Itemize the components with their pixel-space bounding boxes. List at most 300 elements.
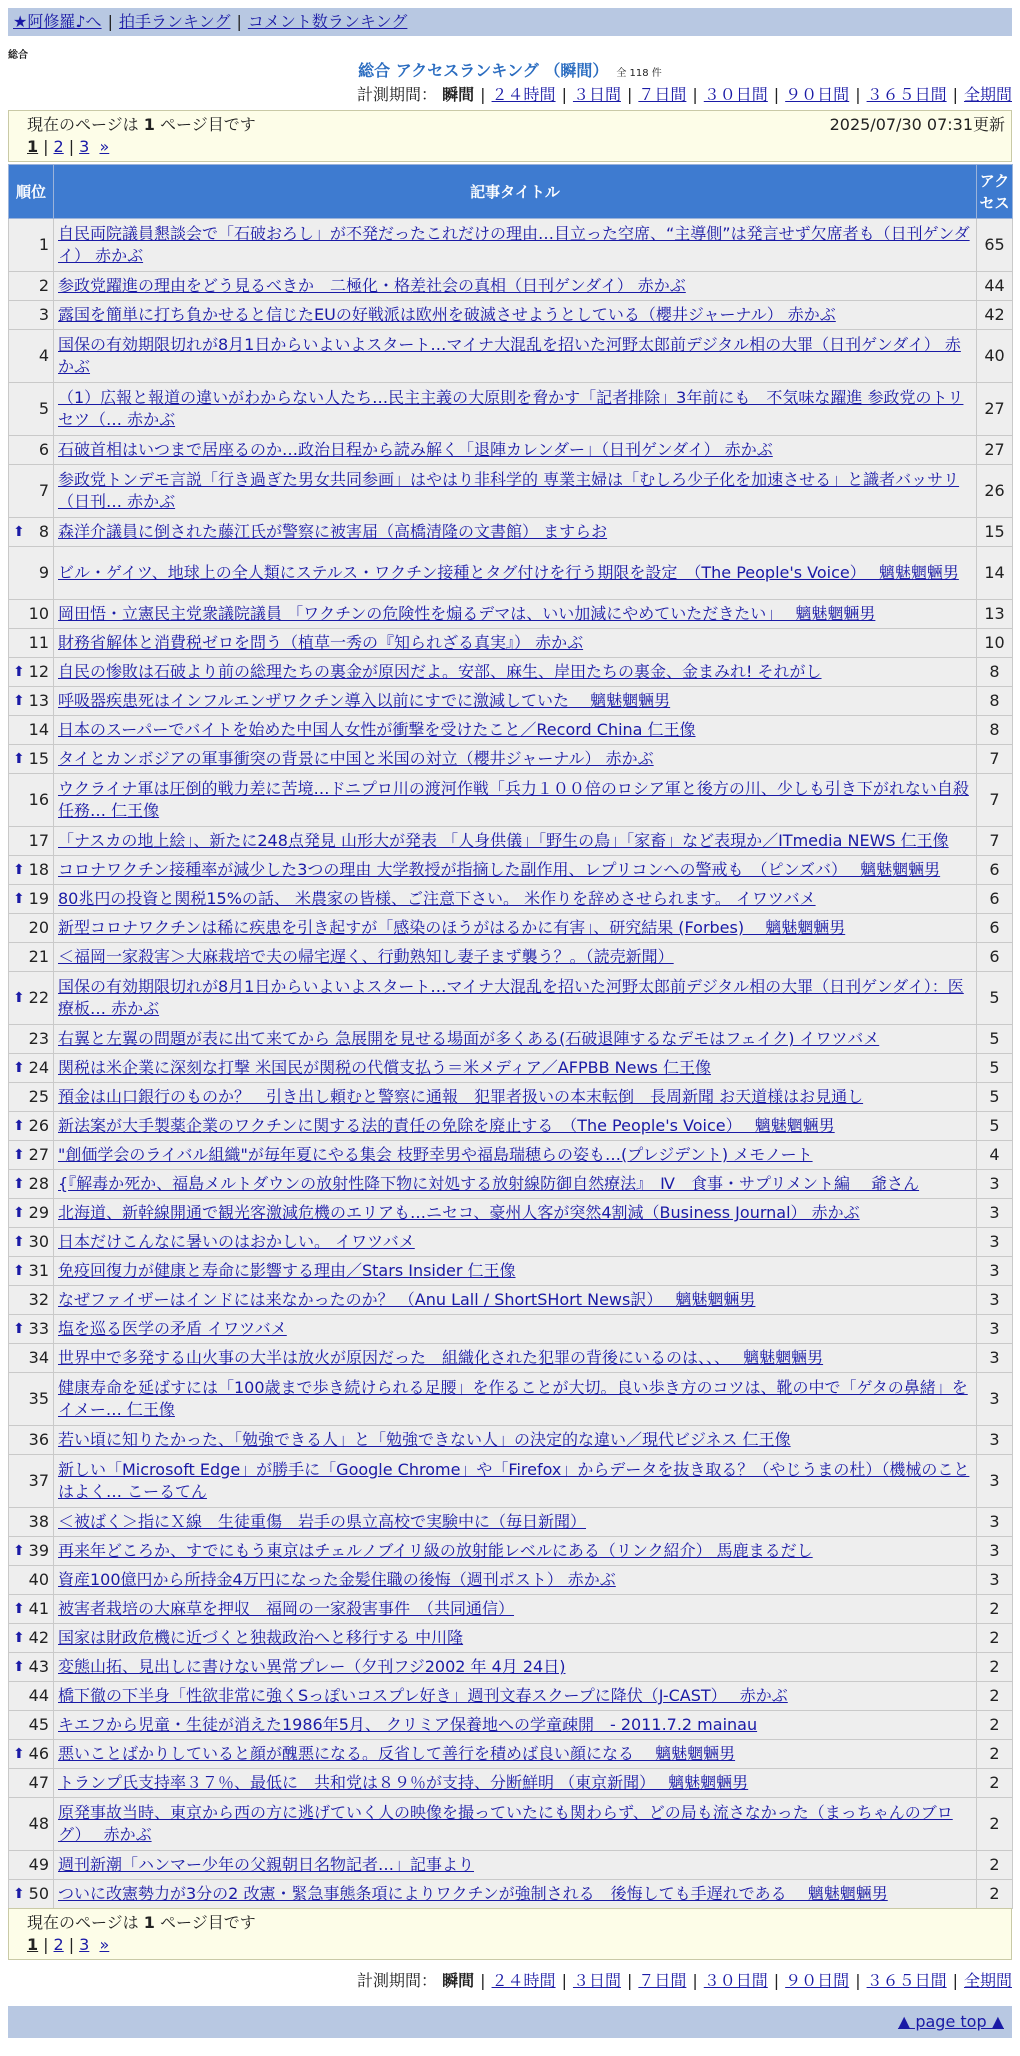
- title-cell: [54, 272, 977, 301]
- rank-cell: [9, 1711, 54, 1740]
- article-title-link[interactable]: 世界中で多発する山火事の大半は放火が原因だった 組織化された犯罪の背後にいるのは、、、 魑魅魍魎男: [58, 1348, 824, 1367]
- updated-timestamp: 2025/07/30 07:31更新: [829, 115, 1005, 134]
- title-cell: [54, 1455, 977, 1508]
- rank-cell: [9, 1344, 54, 1373]
- rank-cell: [9, 1426, 54, 1455]
- article-title-link[interactable]: 新法案が大手製薬企業のワクチンに関する法的責任の免除を廃止する （The People's Voice） 魑魅魍魎男: [58, 1116, 835, 1135]
- article-title-link[interactable]: 国家は財政危機に近づくと独裁政治へと移行する 中川隆: [58, 1628, 464, 1647]
- rank-cell: [9, 943, 54, 972]
- rank-up-arrow-icon: ⬆: [13, 1234, 25, 1250]
- access-count: 3: [977, 1373, 1013, 1426]
- rank-cell: [9, 1373, 54, 1426]
- pager-next[interactable]: »: [99, 137, 110, 156]
- table-row: [9, 600, 1013, 629]
- access-count: 6: [977, 943, 1013, 972]
- title-cell: [54, 658, 977, 687]
- access-count: 2: [977, 1798, 1013, 1851]
- rank-cell: [9, 1054, 54, 1083]
- article-title-link[interactable]: 被害者栽培の大麻草を押収 福岡の一家殺害事件 （共同通信）: [58, 1599, 515, 1618]
- title-cell: [54, 518, 977, 547]
- access-count: 3: [977, 1566, 1013, 1595]
- title-cell: [54, 774, 977, 827]
- title-cell: [54, 1653, 977, 1682]
- rank-up-arrow-icon: ⬆: [13, 1205, 25, 1221]
- table-row: [9, 1199, 1013, 1228]
- rank-number: 11: [28, 633, 49, 652]
- rank-up-arrow-icon: ⬆: [13, 1543, 25, 1559]
- access-count: 2: [977, 1711, 1013, 1740]
- rank-number: 49: [28, 1855, 49, 1874]
- access-count: 3: [977, 1257, 1013, 1286]
- title-cell: [54, 1711, 977, 1740]
- rank-cell: [9, 219, 54, 272]
- table-row: [9, 658, 1013, 687]
- article-title-link[interactable]: 新しい「Microsoft Edge」が勝手に「Google Chrome」や「Firefox」からデータを抜き取る？（やじうまの杜）（機械のことはよく… こーるてん: [58, 1460, 970, 1501]
- table-row: [9, 1315, 1013, 1344]
- title-cell: [54, 1624, 977, 1653]
- top-nav-bar: ★阿修羅♪へ | 拍手ランキング | コメント数ランキング: [8, 8, 1012, 36]
- period-3d-bottom[interactable]: ３日間: [572, 1971, 621, 1990]
- article-title-link[interactable]: 財務省解体と消費税ゼロを問う（植草一秀の『知られざる真実』） 赤かぶ: [58, 633, 584, 652]
- rank-number: 34: [28, 1348, 49, 1367]
- rank-number: 3: [38, 305, 49, 324]
- access-count: 10: [977, 629, 1013, 658]
- article-title-link[interactable]: 国保の有効期限切れが8月1日からいよいよスタート…マイナ大混乱を招いた河野太郎前デジタル相の大罪（日刊ゲンダイ） 赤かぶ: [58, 335, 961, 376]
- article-title-link[interactable]: ＜被ばく＞指にＸ線 生徒重傷 岩手の県立高校で実験中に（毎日新聞）: [58, 1512, 587, 1531]
- period-current: 瞬間: [442, 85, 475, 104]
- rank-cell: [9, 745, 54, 774]
- title-cell: [54, 1682, 977, 1711]
- article-title-link[interactable]: 塩を巡る医学の矛盾 イワツバメ: [58, 1319, 287, 1338]
- page-info-top: [8, 110, 1012, 162]
- access-count: 4: [977, 1141, 1013, 1170]
- rank-cell: [9, 1141, 54, 1170]
- pager-page-2-bottom[interactable]: 2: [53, 1935, 64, 1954]
- period-selector-bottom: 計測期間： 瞬間 | ２４時間 | ３日間 | ７日間 | ３０日間 | ９０日間 | ３６５日間 | 全期間: [357, 1971, 1012, 1990]
- article-title-link[interactable]: ビル・ゲイツ、地球上の全人類にステルス・ワクチン接種とタグ付けを行う期限を設定 （The People's Voice） 魑魅魍魎男: [58, 563, 959, 582]
- rank-up-arrow-icon: ⬆: [13, 1601, 25, 1617]
- rank-cell: [9, 1566, 54, 1595]
- title-cell: [54, 687, 977, 716]
- table-row: [9, 1025, 1013, 1054]
- article-title-link[interactable]: {『解毒か死か、福島メルトダウンの放射性降下物に対処する放射線防御自然療法』 Ⅳ 食事・サプリメント編 爺さん: [58, 1174, 920, 1193]
- table-row: [9, 1798, 1013, 1851]
- rank-number: 26: [28, 1116, 49, 1135]
- bottom-bar: [8, 2006, 1012, 2038]
- article-title-link[interactable]: 参政党トンデモ言説「行き過ぎた男女共同参画」はやはり非科学的 専業主婦は「むしろ少子化を加速させる」と識者バッサリ（日刊… 赤かぶ: [58, 470, 960, 511]
- rank-up-arrow-icon: ⬆: [13, 1630, 25, 1646]
- access-count: 7: [977, 774, 1013, 827]
- rank-number: 27: [28, 1145, 49, 1164]
- period-90d-bottom[interactable]: ９０日間: [785, 1971, 850, 1990]
- rank-number: 28: [28, 1174, 49, 1193]
- rank-number: 13: [28, 691, 49, 710]
- access-count: 3: [977, 1286, 1013, 1315]
- pager-page-2[interactable]: 2: [53, 137, 64, 156]
- article-title-link[interactable]: 「ナスカの地上絵」、新たに248点発見 山形大が発表 「人身供儀」「野生の鳥」「家畜」など表現か／ITmedia NEWS 仁王像: [58, 831, 949, 850]
- title-cell: [54, 1228, 977, 1257]
- table-row: [9, 301, 1013, 330]
- rank-number: 15: [28, 749, 49, 768]
- title-cell: [54, 600, 977, 629]
- title-cell: [54, 1508, 977, 1537]
- title-cell: [54, 943, 977, 972]
- access-count: 6: [977, 856, 1013, 885]
- rank-cell: [9, 1315, 54, 1344]
- table-row: [9, 687, 1013, 716]
- rank-cell: [9, 518, 54, 547]
- table-row: [9, 465, 1013, 518]
- rank-number: 41: [28, 1599, 49, 1618]
- title-cell: [54, 1566, 977, 1595]
- rank-number: 23: [28, 1029, 49, 1048]
- access-count: 7: [977, 827, 1013, 856]
- access-count: 3: [977, 1508, 1013, 1537]
- rank-cell: [9, 1025, 54, 1054]
- rank-number: 45: [28, 1715, 49, 1734]
- table-row: [9, 856, 1013, 885]
- table-header: [9, 165, 1013, 219]
- pager-page-3[interactable]: 3: [79, 137, 90, 156]
- article-title-link[interactable]: 週刊新潮「ハンマー少年の父親朝日名物記者…」記事より: [58, 1855, 475, 1874]
- article-title-link[interactable]: 国保の有効期限切れが8月1日からいよいよスタート…マイナ大混乱を招いた河野太郎前デジタル相の大罪（日刊ゲンダイ）：医療板… 赤かぶ: [58, 977, 964, 1018]
- col-access-header: アクセス: [977, 165, 1013, 219]
- article-title-link[interactable]: 橋下徹の下半身「性欲非常に強くSっぽいコスプレ好き」週刊文春スクープに降伏（J-CAST） 赤かぶ: [58, 1686, 788, 1705]
- article-title-link[interactable]: 森洋介議員に倒された藤江氏が警察に被害届（高橋清隆の文書館） ますらお: [58, 522, 608, 541]
- col-rank-header: 順位: [9, 165, 54, 219]
- title-cell: [54, 1798, 977, 1851]
- table-row: [9, 1508, 1013, 1537]
- title-cell: [54, 1141, 977, 1170]
- rank-cell: [9, 885, 54, 914]
- table-row: [9, 774, 1013, 827]
- article-title-link[interactable]: 資産100億円から所持金4万円になった金髪住職の後悔（週刊ポスト） 赤かぶ: [58, 1570, 616, 1589]
- rank-number: 20: [28, 918, 49, 937]
- period-all[interactable]: 全期間: [963, 85, 1012, 104]
- rank-number: 38: [28, 1512, 49, 1531]
- article-title-link[interactable]: 日本だけこんなに暑いのはおかしい。 イワツバメ: [58, 1232, 415, 1251]
- page-status: 現在のページは 1 ページ目です: [27, 115, 256, 134]
- access-count: 42: [977, 301, 1013, 330]
- title-cell: [54, 1025, 977, 1054]
- rank-cell: [9, 1798, 54, 1851]
- rank-cell: [9, 1595, 54, 1624]
- rank-cell: [9, 1199, 54, 1228]
- article-title-link[interactable]: 参政党躍進の理由をどう見るべきか 二極化・格差社会の真相（日刊ゲンダイ） 赤かぶ: [58, 276, 686, 295]
- rank-number: 8: [38, 522, 49, 541]
- period-30d[interactable]: ３０日間: [703, 85, 768, 104]
- title-cell: [54, 1112, 977, 1141]
- rank-cell: [9, 600, 54, 629]
- page-top-link[interactable]: ▲ page top ▲: [897, 2012, 1004, 2031]
- article-title-link[interactable]: "創価学会のライバル組織"が毎年夏にやる集会 枝野幸男や福島瑞穂らの姿も…(プレジデント) メモノート: [58, 1145, 813, 1164]
- rank-number: 47: [28, 1773, 49, 1792]
- title-cell: [54, 1315, 977, 1344]
- access-count: 3: [977, 1315, 1013, 1344]
- article-title-link[interactable]: 石破首相はいつまで居座るのか…政治日程から読み解く「退陣カレンダー」（日刊ゲンダイ） 赤かぶ: [58, 440, 773, 459]
- rank-number: 44: [28, 1686, 49, 1705]
- current-page-number-bottom: 1: [143, 1913, 155, 1932]
- ranking-table: [8, 164, 1013, 1909]
- table-row: [9, 1112, 1013, 1141]
- article-title-link[interactable]: コロナワクチン接種率が減少した3つの理由 大学教授が指摘した副作用、レプリコンへの警戒も （ピンズバ） 魑魅魍魎男: [58, 860, 941, 879]
- access-count: 5: [977, 972, 1013, 1025]
- rank-number: 40: [28, 1570, 49, 1589]
- rank-cell: [9, 301, 54, 330]
- table-row: [9, 885, 1013, 914]
- table-row: [9, 1653, 1013, 1682]
- rank-number: 29: [28, 1203, 49, 1222]
- rank-up-arrow-icon: ⬆: [13, 1118, 25, 1134]
- article-title-link[interactable]: 若い頃に知りたかった、「勉強できる人」と「勉強できない人」の決定的な違い／現代ビジネス 仁王像: [58, 1430, 791, 1449]
- period-all-bottom[interactable]: 全期間: [963, 1971, 1012, 1990]
- title-cell: [54, 1769, 977, 1798]
- title-cell: [54, 1373, 977, 1426]
- table-row: [9, 518, 1013, 547]
- access-count: 2: [977, 1595, 1013, 1624]
- article-title-link[interactable]: 原発事故当時、東京から西の方に逃げていく人の映像を撮っていたにも関わらず、どの局も流さなかった（まっちゃんのブログ） 赤かぶ: [58, 1803, 953, 1844]
- access-count: 27: [977, 436, 1013, 465]
- title-cell: [54, 436, 977, 465]
- title-cell: [54, 547, 977, 600]
- article-title-link[interactable]: 預金は山口銀行のものか？ 引き出し頼むと警察に通報 犯罪者扱いの本末転倒 長周新聞 お天道様はお見通し: [58, 1087, 864, 1106]
- rank-cell: [9, 383, 54, 436]
- article-title-link[interactable]: 80兆円の投資と関税15%の話、 米農家の皆様、ご注意下さい。 米作りを辞めさせられます。 イワツバメ: [58, 889, 816, 908]
- rank-cell: [9, 914, 54, 943]
- access-count: 2: [977, 1682, 1013, 1711]
- table-row: [9, 219, 1013, 272]
- rank-number: 48: [28, 1814, 49, 1833]
- rank-cell: [9, 856, 54, 885]
- period-24h[interactable]: ２４時間: [491, 85, 556, 104]
- pager-page-3-bottom[interactable]: 3: [79, 1935, 90, 1954]
- access-count: 15: [977, 518, 1013, 547]
- rank-number: 12: [28, 662, 49, 681]
- ranking-title: 総合 アクセスランキング （瞬間）: [358, 61, 609, 80]
- access-count: 8: [977, 716, 1013, 745]
- table-row: [9, 1141, 1013, 1170]
- table-row: [9, 1228, 1013, 1257]
- article-title-link[interactable]: トランプ氏支持率３７％、最低に 共和党は８９％が支持、分断鮮明 （東京新聞） 魑魅魍魎男: [58, 1773, 749, 1792]
- article-title-link[interactable]: 関税は米企業に深刻な打撃 米国民が関税の代償支払う＝米メディア／AFPBB News 仁王像: [58, 1058, 711, 1077]
- access-count: 2: [977, 1880, 1013, 1909]
- rank-number: 19: [28, 889, 49, 908]
- page-status-bottom: 現在のページは 1 ページ目です: [27, 1913, 256, 1932]
- rank-up-arrow-icon: ⬆: [13, 891, 25, 907]
- access-count: 8: [977, 658, 1013, 687]
- article-title-link[interactable]: ＜福岡一家殺害＞大麻栽培で夫の帰宅遅く、行動熟知し妻子まず襲う？。（読売新聞）: [58, 947, 674, 966]
- access-count: 3: [977, 1199, 1013, 1228]
- table-row: [9, 1682, 1013, 1711]
- article-title-link[interactable]: 健康寿命を延ばすには「100歳まで歩き続けられる足腰」を作ることが大切。良い歩き方のコツは、靴の中で「ゲタの鼻緒」をイメー… 仁王像: [58, 1378, 968, 1419]
- rank-cell: [9, 1455, 54, 1508]
- home-link[interactable]: ★阿修羅♪へ: [13, 12, 102, 31]
- rank-number: 6: [38, 440, 49, 459]
- article-title-link[interactable]: 露国を簡単に打ち負かせると信じたEUの好戦派は欧州を破滅させようとしている（櫻井ジャーナル） 赤かぶ: [58, 305, 836, 324]
- rank-number: 35: [28, 1389, 49, 1408]
- rank-number: 16: [28, 790, 49, 809]
- title-cell: [54, 856, 977, 885]
- article-title-link[interactable]: 日本のスーパーでバイトを始めた中国人女性が衝撃を受けたこと／Record China 仁王像: [58, 720, 696, 739]
- clap-ranking-link[interactable]: 拍手ランキング: [118, 12, 231, 31]
- rank-cell: [9, 1170, 54, 1199]
- title-cell: [54, 330, 977, 383]
- table-row: [9, 1537, 1013, 1566]
- pager-next-bottom[interactable]: »: [99, 1935, 110, 1954]
- table-row: [9, 914, 1013, 943]
- article-title-link[interactable]: 再来年どころか、すでにもう東京はチェルノブイリ級の放射能レベルにある（リンク紹介） 馬鹿まるだし: [58, 1541, 813, 1560]
- pager-current-bottom: 1: [27, 1935, 39, 1954]
- table-row: [9, 972, 1013, 1025]
- article-title-link[interactable]: 呼吸器疾患死はインフルエンザワクチン導入以前にすでに激減していた 魑魅魍魎男: [58, 691, 671, 710]
- access-count: 3: [977, 1344, 1013, 1373]
- title-cell: [54, 827, 977, 856]
- comment-ranking-link[interactable]: コメント数ランキング: [247, 12, 408, 31]
- title-cell: [54, 1740, 977, 1769]
- article-title-link[interactable]: 岡田悟・立憲民主党衆議院議員 「ワクチンの危険性を煽るデマは、いい加減にやめていただきたい」 魑魅魍魎男: [58, 604, 876, 623]
- access-count: 2: [977, 1740, 1013, 1769]
- rank-number: 33: [28, 1319, 49, 1338]
- rank-up-arrow-icon: ⬆: [13, 1321, 25, 1337]
- rank-up-arrow-icon: ⬆: [13, 1147, 25, 1163]
- article-title-link[interactable]: 新型コロナワクチンは稀に疾患を引き起すが「感染のほうがはるかに有害」、研究結果 (Forbes) 魑魅魍魎男: [58, 918, 846, 937]
- period-365d-bottom[interactable]: ３６５日間: [866, 1971, 947, 1990]
- rank-number: 21: [28, 947, 49, 966]
- title-cell: [54, 1054, 977, 1083]
- access-count: 5: [977, 1025, 1013, 1054]
- article-title-link[interactable]: 免疫回復力が健康と寿命に影響する理由／Stars Insider 仁王像: [58, 1261, 516, 1280]
- rank-cell: [9, 1112, 54, 1141]
- article-title-link[interactable]: 変態山拓、見出しに書けない異常プレー（夕刊フジ2002 年 4月 24日): [58, 1657, 566, 1676]
- rank-number: 39: [28, 1541, 49, 1560]
- rank-cell: [9, 1880, 54, 1909]
- table-row: [9, 1740, 1013, 1769]
- article-title-link[interactable]: 右翼と左翼の問題が表に出て来てから 急展開を見せる場面が多くある(石破退陣するなデモはフェイク) イワツバメ: [58, 1029, 880, 1048]
- access-count: 3: [977, 1537, 1013, 1566]
- page-title: [0, 60, 1020, 85]
- rank-cell: [9, 1537, 54, 1566]
- access-count: 2: [977, 1653, 1013, 1682]
- period-24h-bottom[interactable]: ２４時間: [491, 1971, 556, 1990]
- rank-number: 36: [28, 1430, 49, 1449]
- table-row: [9, 1083, 1013, 1112]
- rank-up-arrow-icon: ⬆: [13, 1060, 25, 1076]
- article-title-link[interactable]: ウクライナ軍は圧倒的戦力差に苦境…ドニプロ川の渡河作戦「兵力１００倍のロシア軍と後方の川、少しも引き下がれない自殺任務… 仁王像: [58, 779, 969, 820]
- article-title-link[interactable]: なぜファイザーはインドには来なかったのか？ （Anu Lall / ShortSHort News訳） 魑魅魍魎男: [58, 1290, 756, 1309]
- pager-current: 1: [27, 137, 39, 156]
- rank-cell: [9, 774, 54, 827]
- pager-bottom: 1 | 2 | 3 »: [27, 1935, 110, 1954]
- period-365d[interactable]: ３６５日間: [866, 85, 947, 104]
- table-row: [9, 1257, 1013, 1286]
- title-cell: [54, 1426, 977, 1455]
- title-cell: [54, 885, 977, 914]
- title-cell: [54, 1286, 977, 1315]
- rank-cell: [9, 330, 54, 383]
- table-row: [9, 629, 1013, 658]
- access-count: 3: [977, 1228, 1013, 1257]
- rank-number: 22: [28, 988, 49, 1007]
- rank-number: 42: [28, 1628, 49, 1647]
- period-90d[interactable]: ９０日間: [785, 85, 850, 104]
- rank-cell: [9, 465, 54, 518]
- title-cell: [54, 1880, 977, 1909]
- article-title-link[interactable]: キエフから児童・生徒が消えた1986年5月、 クリミア保養地への学童疎開 - 2011.7.2 mainau: [58, 1715, 758, 1734]
- title-cell: [54, 745, 977, 774]
- access-count: 13: [977, 600, 1013, 629]
- access-count: 27: [977, 383, 1013, 436]
- table-row: [9, 1595, 1013, 1624]
- rank-cell: [9, 1228, 54, 1257]
- article-title-link[interactable]: 自民の惨敗は石破より前の総理たちの裏金が原因だよ。安部、麻生、岸田たちの裏金、金まみれ! それがし: [58, 662, 822, 681]
- article-title-link[interactable]: 自民両院議員懇談会で「石破おろし」が不発だったこれだけの理由…目立った空席、“主導側”は発言せず欠席者も（日刊ゲンダイ） 赤かぶ: [58, 224, 970, 265]
- rank-cell: [9, 827, 54, 856]
- access-count: 65: [977, 219, 1013, 272]
- total-count: 全 118 件: [616, 68, 662, 79]
- access-count: 6: [977, 914, 1013, 943]
- rank-cell: [9, 1624, 54, 1653]
- rank-number: 31: [28, 1261, 49, 1280]
- rank-up-arrow-icon: ⬆: [13, 1659, 25, 1675]
- access-count: 2: [977, 1624, 1013, 1653]
- title-cell: [54, 1537, 977, 1566]
- article-title-link[interactable]: 悪いことばかりしていると顔が醜悪になる。反省して善行を積めば良い顔になる 魑魅魍魎男: [58, 1744, 736, 1763]
- article-title-link[interactable]: （1）広報と報道の違いがわからない人たち…民主主義の大原則を脅かす「記者排除」3年前にも 不気味な躍進 参政党のトリセツ（… 赤かぶ: [58, 388, 964, 429]
- table-row: [9, 1373, 1013, 1426]
- title-cell: [54, 1199, 977, 1228]
- rank-number: 5: [38, 399, 49, 418]
- article-title-link[interactable]: 北海道、新幹線開通で観光客激減危機のエリアも…ニセコ、豪州人客が突然4割減（Business Journal） 赤かぶ: [58, 1203, 860, 1222]
- rank-cell: [9, 1769, 54, 1798]
- article-title-link[interactable]: ついに改憲勢力が3分の2 改憲・緊急事態条項によりワクチンが強制される 後悔しても手遅れである 魑魅魍魎男: [58, 1884, 888, 1903]
- access-count: 3: [977, 1426, 1013, 1455]
- table-row: [9, 943, 1013, 972]
- rank-number: 46: [28, 1744, 49, 1763]
- period-30d-bottom[interactable]: ３０日間: [703, 1971, 768, 1990]
- period-7d[interactable]: ７日間: [638, 85, 687, 104]
- rank-cell: [9, 1083, 54, 1112]
- rank-number: 24: [28, 1058, 49, 1077]
- rank-up-arrow-icon: ⬆: [13, 524, 25, 540]
- period-label: 計測期間：: [357, 85, 438, 104]
- table-row: [9, 1624, 1013, 1653]
- rank-number: 2: [38, 276, 49, 295]
- rank-cell: [9, 1740, 54, 1769]
- rank-cell: [9, 1851, 54, 1880]
- table-row: [9, 383, 1013, 436]
- rank-number: 9: [38, 563, 49, 582]
- rank-cell: [9, 687, 54, 716]
- access-count: 5: [977, 1083, 1013, 1112]
- rank-number: 1: [38, 235, 49, 254]
- table-row: [9, 716, 1013, 745]
- period-3d[interactable]: ３日間: [572, 85, 621, 104]
- table-row: [9, 1880, 1013, 1909]
- table-row: [9, 1344, 1013, 1373]
- page-info-bottom: [8, 1908, 1012, 1960]
- period-7d-bottom[interactable]: ７日間: [638, 1971, 687, 1990]
- rank-number: 17: [28, 831, 49, 850]
- rank-cell: [9, 1682, 54, 1711]
- table-row: [9, 827, 1013, 856]
- article-title-link[interactable]: タイとカンボジアの軍事衝突の背景に中国と米国の対立（櫻井ジャーナル） 赤かぶ: [58, 749, 654, 768]
- title-cell: [54, 1344, 977, 1373]
- rank-up-arrow-icon: ⬆: [13, 862, 25, 878]
- access-count: 14: [977, 547, 1013, 600]
- table-row: [9, 1566, 1013, 1595]
- rank-number: 14: [28, 720, 49, 739]
- table-row: [9, 1851, 1013, 1880]
